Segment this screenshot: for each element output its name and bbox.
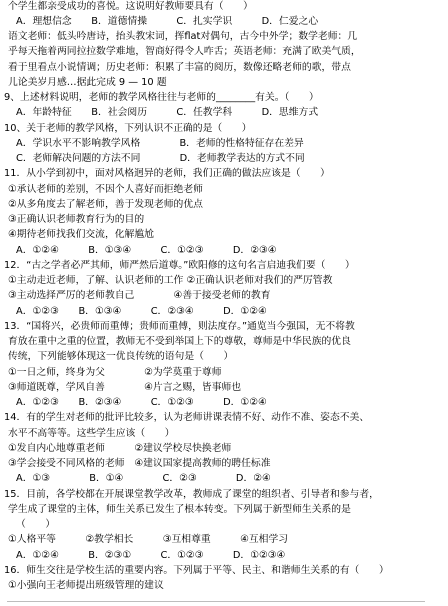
question-13-options: A．①②③ B．②③④ C．①②③ D．①②④ [16,397,267,408]
text-line: ③师道既尊，学风自善 ④片言之赐，皆事师也 [8,382,242,393]
question-9: 9、上述材料说明，老师的教学风格往往与老师的________有关。（ ） [4,92,319,103]
question-9-options: A．年龄特征 B．社会阅历 C．任教学科 D．思维方式 [16,107,319,118]
text-line: ①发自内心地尊重老师 ②建议学校尽快换老师 [8,443,232,454]
text-line: ③学会接受不同风格的老师 ④建议国家提高教师的聘任标准 [8,458,271,469]
text-line: ①承认老师的差别，不因个人喜好而拒绝老师 [8,184,203,195]
question-14-options: A．①③ B．①④ C．②③ D．②④ [16,473,271,484]
text-line: 语文老师：低头吟唐诗，抬头教宋词，挥flat对偶句，古今中外学；数学老师：几 [8,31,358,42]
question-11: 11．从小学到初中，面对风格迥异的老师，我们正确的做法应该是（ ） [4,168,330,179]
question-15-options: A．①②④ B．②③① C．①②③ D．①②③④ [16,550,286,561]
text-line: ①小强向王老师提出班级管理的建议 [8,580,164,591]
text-line: 个学生都亲受成功的喜悦。这说明好教师要具有（ ） [8,1,253,12]
text-line: ①人格平等 ②教学相长 ③互相尊重 ④互相学习 [8,534,289,545]
question-13: 13．“国将兴，必贵师而重傅；贵师而重傅，则法度存。”通览当今强国，无不将教 [4,321,355,332]
page-divider [7,601,425,602]
text-line: 学生成了课堂的主体，师生关系已发生了根本转变。下列属于新型师生关系的是 [8,504,351,515]
text-line: ④期待老师找我们交流，化解尴尬 [8,229,154,240]
question-10-options-ab: A．学识水平不影响教学风格 B．老师的性格特征存在差异 [16,138,304,149]
text-line: 看于里看点小说情调；历史老师：积累了丰富的阅历，数像还略老师的歌，带点 [8,62,351,73]
question-10: 10、关于老师的教学风格，下列认识不正确的是（ ） [4,123,252,134]
text-line: ③主动选择严厉的老师教自己 ④善于接受老师的教育 [8,290,271,301]
text-line: ①一日之师，终身为父 ②为学莫重于尊师 [8,367,222,378]
question-11-options: A．①②④ B．①③④ C．①②③ D．②③④ [16,245,277,256]
question-16: 16．师生交往是学校生活的重要内容。下列属于平等、民主、和谐师生关系的有（ ） [4,565,389,576]
text-line: 传统，下列能够体现这一优良传统的语句是（ ） [8,351,234,362]
question-14: 14．有的学生对老师的批评比较多，认为老师讲课表情不好、动作不准、姿态不美、 [4,412,370,423]
text-line: ③正确认识老师教育行为的目的 [8,214,145,225]
text-line: ①主动走近老师，了解、认识老师的工作 ②正确认识老师对我们的严厉管教 [8,275,333,286]
text-line: A．理想信念 B．道德情操 C．扎实学识 D．仁爱之心 [16,16,319,27]
text-line: （ ） [16,519,56,530]
text-line: 水平不高等等。这些学生应该（ ） [8,428,175,439]
text-line: ②从多角度去了解老师，善于发现老师的优点 [8,199,203,210]
text-line: 育放在重中之重的位置，教师无不受到举国上下的尊敬，尊师是中华民族的优良 [8,336,351,347]
question-12: 12．“古之学者必严其师，师严然后道尊。”欧阳修的这句名言启迪我们要（ ） [4,260,355,271]
text-line: 儿论美岁月感…据此完成 9 — 10 题 [8,77,167,88]
question-10-options-cd: C．老师解决问题的方法不同 D．老师教学表达的方式不同 [16,153,305,164]
question-12-options: A．①②③ B．①③④ C．②③④ D．①②④ [16,306,267,317]
text-line: 乎每天拖着两同拉拉数学难地，智商好得令人咋舌；英语老师：充满了欧美气质， [8,46,361,57]
question-15: 15．目前，各学校都在开展课堂教学改革，教师成了课堂的组织者、引导者和参与者， [4,489,379,500]
